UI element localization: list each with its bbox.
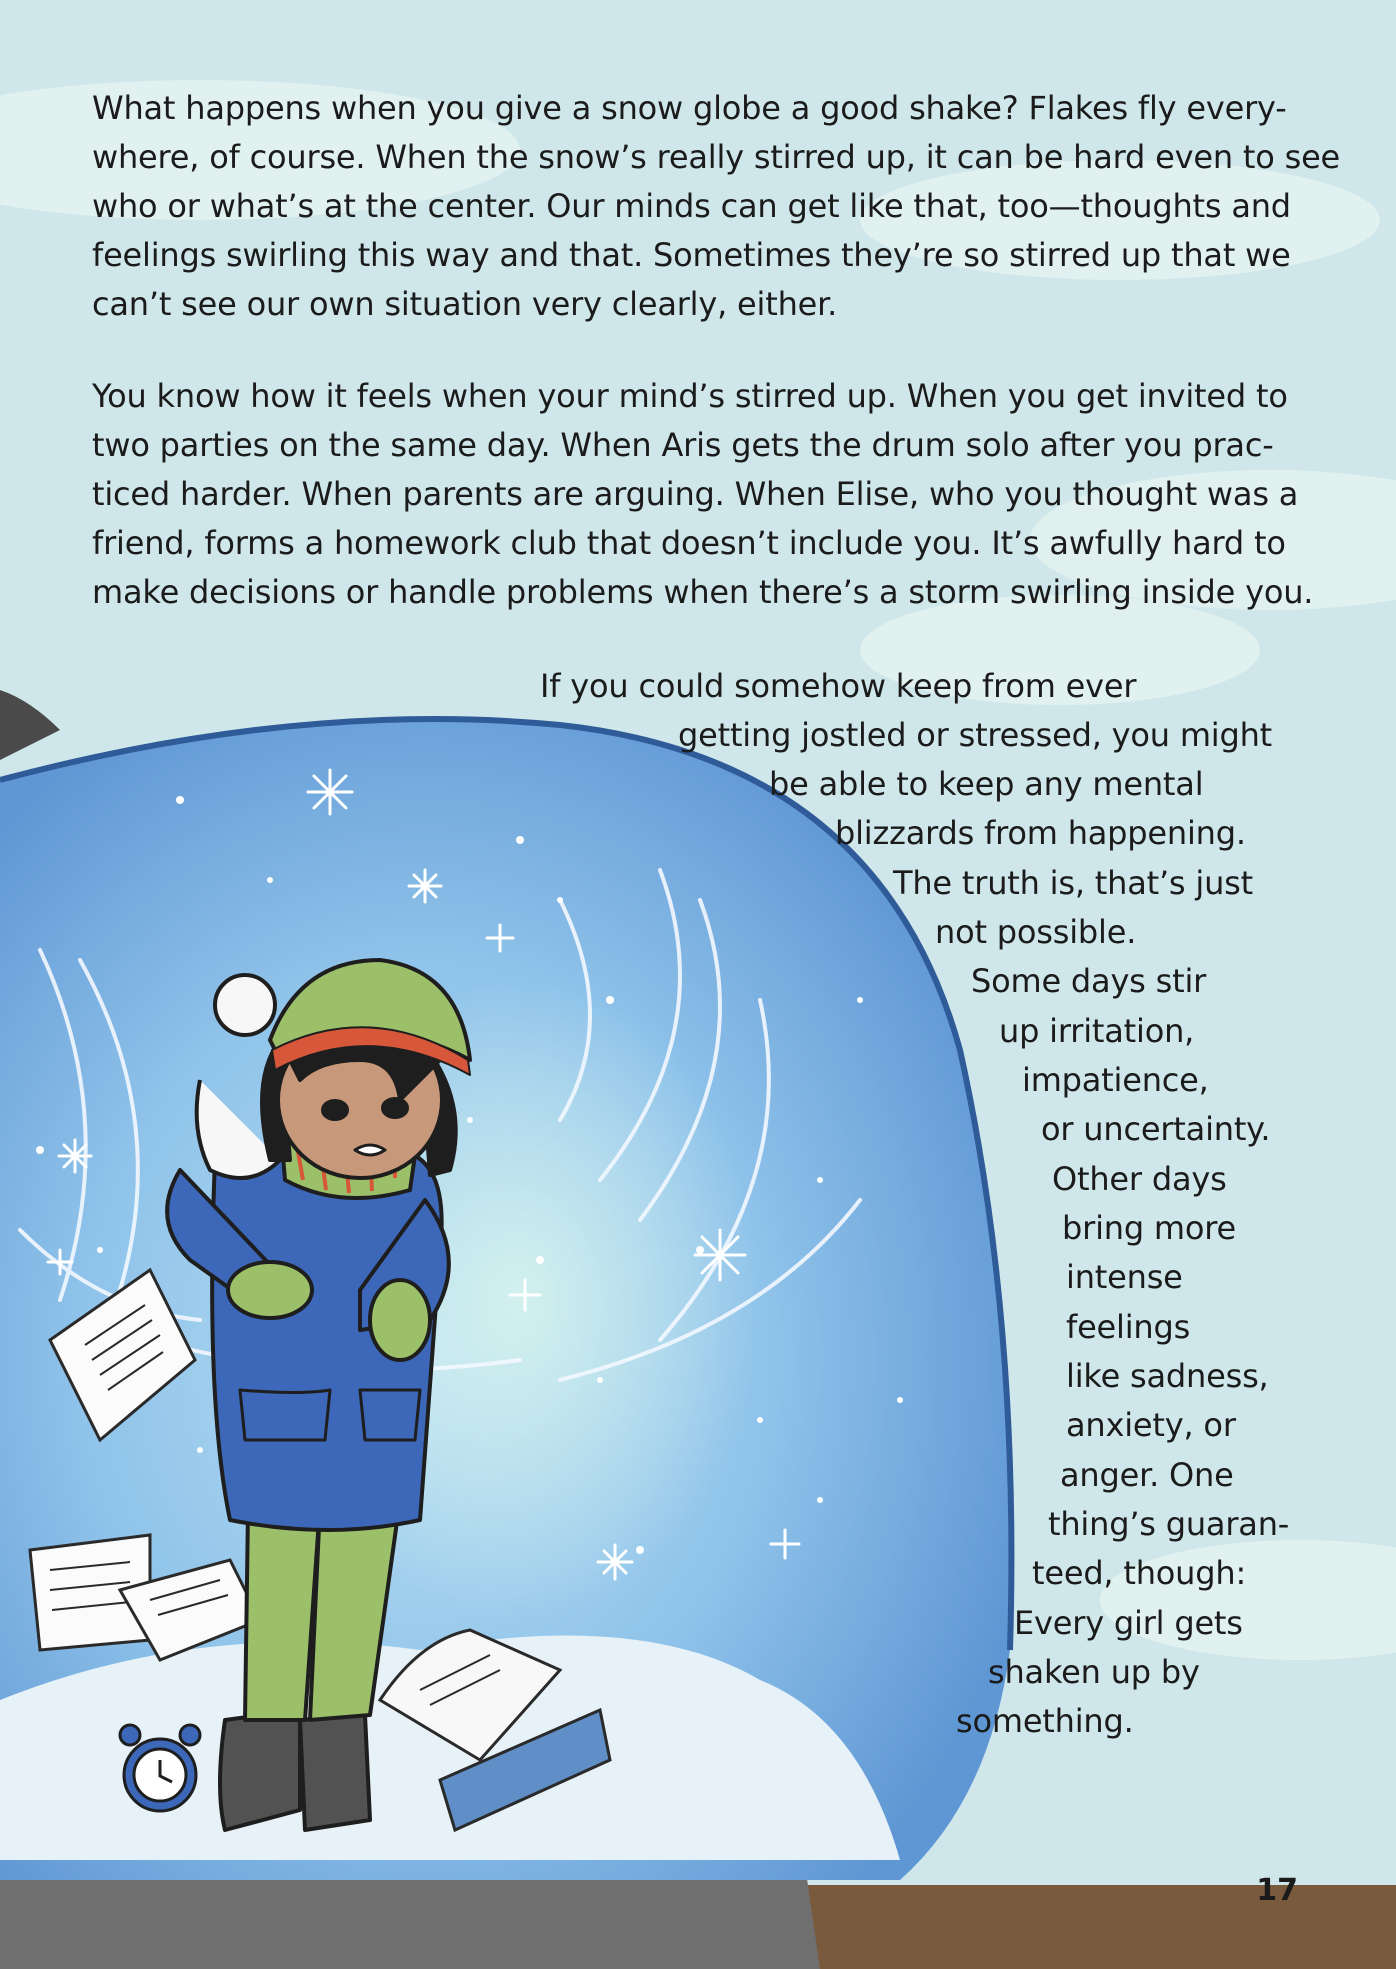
table-edge: [760, 1885, 1396, 1969]
paragraph-line: two parties on the same day. When Aris gets the drum solo after you prac-: [92, 426, 1274, 464]
flowing-text-line: like sadness,: [1066, 1357, 1269, 1395]
paragraph-line: friend, forms a homework club that doesn’t include you. It’s awfully hard to: [92, 524, 1286, 562]
flowing-text-line: Every girl gets: [1014, 1604, 1243, 1642]
intro-paragraph: [92, 84, 1341, 329]
page-number: 17: [1256, 1873, 1298, 1908]
flowing-text-line: be able to keep any mental: [769, 765, 1204, 803]
paragraph-line: where, of course. When the snow’s really stirred up, it can be hard even to see: [92, 138, 1341, 176]
flowing-text-line: anger. One: [1060, 1456, 1234, 1494]
paragraph-line: What happens when you give a snow globe a good shake? Flakes fly every-: [92, 89, 1287, 127]
flowing-text-line: something.: [956, 1702, 1134, 1740]
flowing-text-line: getting jostled or stressed, you might: [678, 716, 1273, 754]
alarm-clock-icon: [120, 1725, 200, 1811]
flowing-text-line: If you could somehow keep from ever: [540, 667, 1137, 705]
flowing-text-line: intense: [1066, 1258, 1183, 1296]
flowing-text-line: Some days stir: [971, 962, 1207, 1000]
paragraph-line: You know how it feels when your mind’s stirred up. When you get invited to: [92, 377, 1288, 415]
flowing-text-line: Other days: [1052, 1160, 1227, 1198]
flowing-text-line: thing’s guaran-: [1048, 1505, 1290, 1543]
flowing-text-line: not possible.: [935, 913, 1137, 951]
paragraph-line: can’t see our own situation very clearly, either.: [92, 285, 838, 323]
flowing-text-line: impatience,: [1022, 1061, 1209, 1099]
paragraph-line: make decisions or handle problems when there’s a storm swirling inside you.: [92, 573, 1314, 611]
flowing-text-line: or uncertainty.: [1041, 1110, 1271, 1148]
stirred-up-paragraph: [92, 372, 1332, 617]
flowing-text-line: up irritation,: [999, 1012, 1195, 1050]
flowing-text-line: bring more: [1062, 1209, 1237, 1247]
paragraph-line: feelings swirling this way and that. Sometimes they’re so stirred up that we: [92, 236, 1291, 274]
flowing-text-line: feelings: [1066, 1308, 1191, 1346]
flowing-text-line: The truth is, that’s just: [893, 864, 1253, 902]
flowing-text-line: anxiety, or: [1066, 1406, 1236, 1444]
flowing-text-line: teed, though:: [1032, 1554, 1247, 1592]
flowing-text-line: shaken up by: [988, 1653, 1200, 1691]
flowing-text-line: blizzards from happening.: [835, 814, 1246, 852]
globe-base: [0, 690, 60, 760]
paragraph-line: ticed harder. When parents are arguing. When Elise, who you thought was a: [92, 475, 1299, 513]
paragraph-line: who or what’s at the center. Our minds can get like that, too—thoughts and: [92, 187, 1291, 225]
